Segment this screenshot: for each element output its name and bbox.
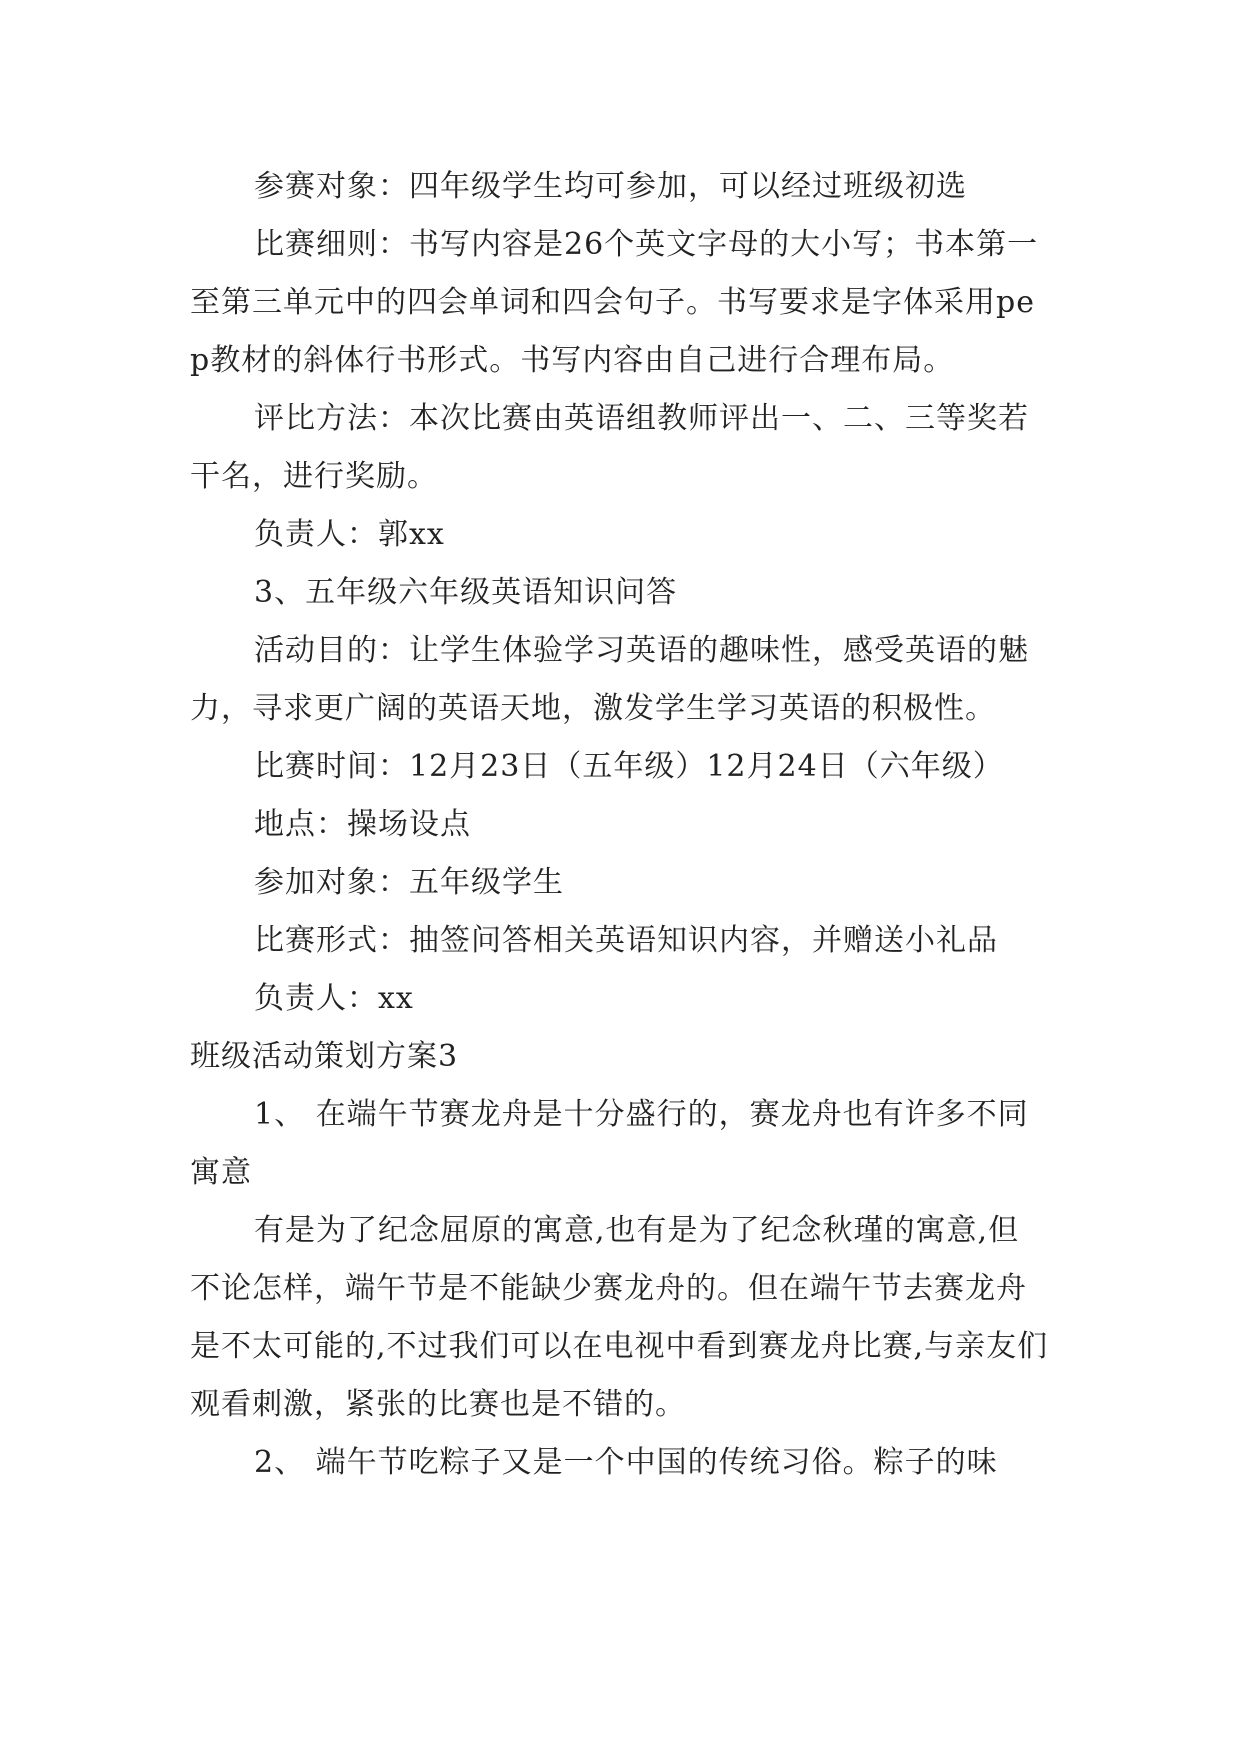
paragraph-item-2: 2、 端午节吃粽子又是一个中国的传统习俗。粽子的味 <box>254 1445 998 1480</box>
paragraph-rules: 比赛细则：书写内容是26个英文字母的大小写；书本第一至第三单元中的四会单词和四会句子。书写要求是字体采用pep教材的斜体行书形式。书写内容由自己进行合理布局。 <box>190 227 1039 378</box>
paragraph-time: 比赛时间：12月23日（五年级）12月24日（六年级） <box>254 749 1004 784</box>
paragraph-item-1: 1、 在端午节赛龙舟是十分盛行的，赛龙舟也有许多不同寓意 <box>190 1097 1029 1190</box>
paragraph-dragon-boat: 有是为了纪念屈原的寓意,也有是为了纪念秋瑾的寓意,但不论怎样，端午节是不能缺少赛龙舟的。但在端午节去赛龙舟是不太可能的,不过我们可以在电视中看到赛龙舟比赛,与亲友们观看刺激，紧张的比赛也是不错的。 <box>190 1213 1049 1422</box>
paragraph-participants: 参赛对象：四年级学生均可参加，可以经过班级初选 <box>254 169 967 204</box>
paragraph-location: 地点：操场设点 <box>254 807 471 842</box>
paragraph-person-in-charge-2: 负责人：xx <box>254 981 414 1016</box>
paragraph-purpose: 活动目的：让学生体验学习英语的趣味性，感受英语的魅力，寻求更广阔的英语天地，激发学生学习英语的积极性。 <box>190 633 1029 726</box>
section-title: 班级活动策划方案3 <box>190 1039 459 1074</box>
paragraph-person-in-charge: 负责人：郭xx <box>254 517 445 552</box>
paragraph-section-heading: 3、五年级六年级英语知识问答 <box>254 575 678 610</box>
document-body <box>190 158 1050 1492</box>
paragraph-judging: 评比方法：本次比赛由英语组教师评出一、二、三等奖若干名，进行奖励。 <box>190 401 1029 494</box>
paragraph-participants-grade5: 参加对象：五年级学生 <box>254 865 564 900</box>
paragraph-format: 比赛形式：抽签问答相关英语知识内容，并赠送小礼品 <box>254 923 998 958</box>
